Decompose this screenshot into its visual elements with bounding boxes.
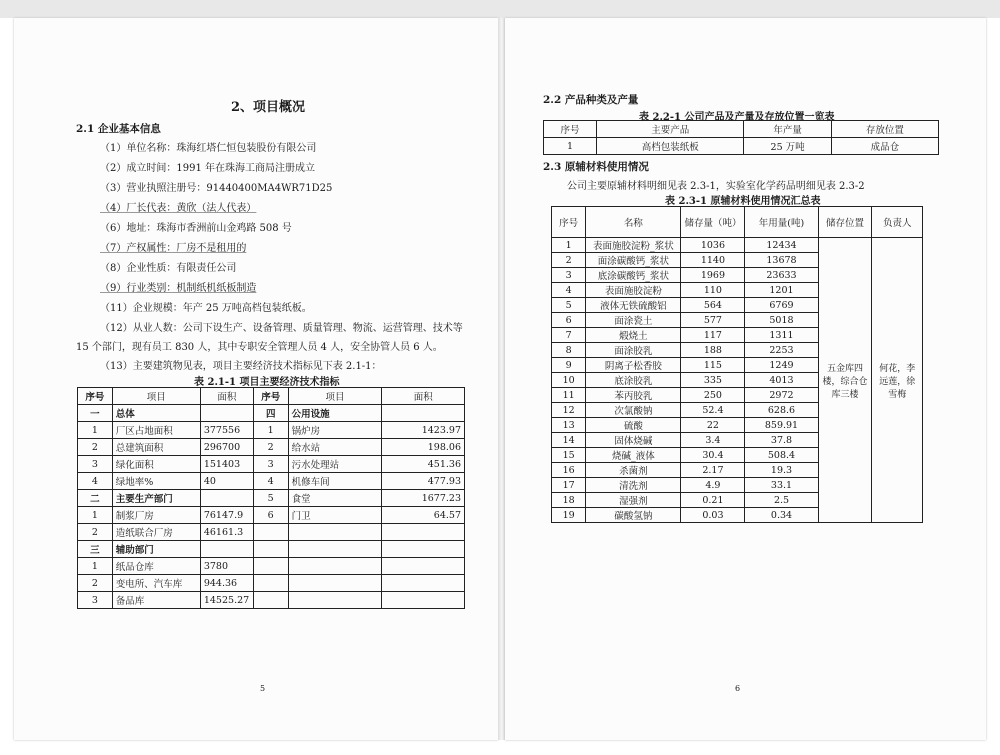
material-table: [551, 206, 923, 523]
table-caption: 表 2.3-1 原辅材料使用情况汇总表: [665, 196, 821, 207]
cell: 0.03: [681, 508, 745, 523]
cell: [253, 524, 288, 541]
cell: [382, 558, 465, 575]
cell: [200, 490, 253, 507]
cell: 1969: [681, 268, 745, 283]
cell: 底涂碳酸钙_浆状: [586, 268, 681, 283]
cell: [288, 558, 382, 575]
storage-location-cell: 五金库四楼，综合仓库三楼: [818, 238, 872, 523]
col-header: 储存量（吨）: [681, 207, 745, 238]
cell: 造纸联合厂房: [112, 524, 200, 541]
cell: 7: [552, 328, 586, 343]
col-header: 主要产品: [597, 121, 744, 138]
cell: 0.34: [745, 508, 818, 523]
cell: 2.5: [745, 493, 818, 508]
cell: 纸品仓库: [112, 558, 200, 575]
cell: 1311: [745, 328, 818, 343]
cell: 859.91: [745, 418, 818, 433]
cell: 公用设施: [288, 405, 382, 422]
col-header: 序号: [78, 388, 113, 405]
cell: 4: [78, 473, 113, 490]
table-row: [78, 507, 465, 524]
col-header: 面积: [382, 388, 465, 405]
cell: 1249: [745, 358, 818, 373]
cell: 湿强剂: [586, 493, 681, 508]
info-line: （6）地址：珠海市香洲前山金鸡路 508 号: [100, 223, 292, 234]
cell: 188: [681, 343, 745, 358]
cell: 1677.23: [382, 490, 465, 507]
cell: 5: [253, 490, 288, 507]
cell: 1: [544, 138, 597, 155]
info-line: （11）企业规模：年产 25 万吨高档包装纸板。: [100, 303, 312, 314]
section-heading: 2、项目概况: [231, 100, 306, 115]
cell: 3: [552, 268, 586, 283]
cell: [253, 575, 288, 592]
cell: 564: [681, 298, 745, 313]
cell: 477.93: [382, 473, 465, 490]
table-row: [552, 238, 923, 253]
info-line: （13）主要建筑物见表，项目主要经济技术指标见下表 2.1-1：: [100, 361, 382, 372]
cell: 16: [552, 463, 586, 478]
cell: 628.6: [745, 403, 818, 418]
table-header-row: [544, 121, 939, 138]
cell: 污水处理站: [288, 456, 382, 473]
cell: 3.4: [681, 433, 745, 448]
cell: 4: [253, 473, 288, 490]
left-page: [14, 18, 498, 740]
subsection-2-3: 2.3 原辅材料使用情况: [543, 161, 649, 173]
cell: 给水站: [288, 439, 382, 456]
cell: [382, 575, 465, 592]
cell: 33.1: [745, 478, 818, 493]
cell: 19: [552, 508, 586, 523]
economic-indicator-table: [77, 387, 465, 609]
cell: [288, 592, 382, 609]
cell: 4: [552, 283, 586, 298]
cell: 6: [253, 507, 288, 524]
cell: 6769: [745, 298, 818, 313]
table-row: [78, 490, 465, 507]
cell: 3: [78, 592, 113, 609]
table-row: [78, 405, 465, 422]
cell: 11: [552, 388, 586, 403]
cell: 次氯酸钠: [586, 403, 681, 418]
cell: 2: [78, 524, 113, 541]
cell: 12434: [745, 238, 818, 253]
info-line: 15 个部门，现有员工 830 人，其中专职安全管理人员 4 人，安全协管人员 6 人。: [76, 342, 443, 353]
info-line: （2）成立时间：1991 年在珠海工商局注册成立: [100, 163, 315, 174]
table-row: [78, 524, 465, 541]
table-row: [78, 541, 465, 558]
col-header: 年产量: [744, 121, 831, 138]
col-header: 序号: [544, 121, 597, 138]
cell: 2: [253, 439, 288, 456]
cell: 煅烧土: [586, 328, 681, 343]
cell: [253, 558, 288, 575]
table-row: [78, 592, 465, 609]
col-header: 年用量(吨): [745, 207, 818, 238]
cell: 2: [78, 439, 113, 456]
cell: 944.36: [200, 575, 253, 592]
cell: 30.4: [681, 448, 745, 463]
cell: 锅炉房: [288, 422, 382, 439]
cell: 一: [78, 405, 113, 422]
cell: 食堂: [288, 490, 382, 507]
cell: 14525.27: [200, 592, 253, 609]
cell: 10: [552, 373, 586, 388]
cell: [253, 592, 288, 609]
cell: 1423.97: [382, 422, 465, 439]
cell: 25 万吨: [744, 138, 831, 155]
cell: 4013: [745, 373, 818, 388]
cell: 9: [552, 358, 586, 373]
cell: 23633: [745, 268, 818, 283]
cell: 总建筑面积: [112, 439, 200, 456]
table-caption: 表 2.1-1 项目主要经济技术指标: [194, 377, 340, 388]
cell: 0.21: [681, 493, 745, 508]
cell: 四: [253, 405, 288, 422]
cell: 2972: [745, 388, 818, 403]
info-line: （3）营业执照注册号：91440400MA4WR71D25: [100, 183, 333, 194]
cell: 辅助部门: [112, 541, 200, 558]
cell: 固体烧碱: [586, 433, 681, 448]
cell: 制浆厂房: [112, 507, 200, 524]
cell: [200, 405, 253, 422]
cell: 2: [552, 253, 586, 268]
table-row: [78, 473, 465, 490]
info-line: （4）厂长代表：黄欣（法人代表）: [100, 203, 257, 214]
cell: 1: [78, 558, 113, 575]
subsection-2-2: 2.2 产品种类及产量: [543, 94, 639, 106]
cell: 508.4: [745, 448, 818, 463]
cell: 13: [552, 418, 586, 433]
cell: 厂区占地面积: [112, 422, 200, 439]
col-header: 负责人: [872, 207, 923, 238]
cell: 13678: [745, 253, 818, 268]
cell: 5018: [745, 313, 818, 328]
cell: 主要生产部门: [112, 490, 200, 507]
cell: 1: [78, 422, 113, 439]
cell: 577: [681, 313, 745, 328]
info-line: （9）行业类别：机制纸机纸板制造: [100, 283, 257, 294]
cell: 机修车间: [288, 473, 382, 490]
cell: 面涂碳酸钙_浆状: [586, 253, 681, 268]
cell: 4.9: [681, 478, 745, 493]
cell: 40: [200, 473, 253, 490]
cell: 2: [78, 575, 113, 592]
cell: 115: [681, 358, 745, 373]
col-header: 储存位置: [818, 207, 872, 238]
cell: 液体无铁硫酸铝: [586, 298, 681, 313]
cell: 117: [681, 328, 745, 343]
cell: 烧碱_液体: [586, 448, 681, 463]
info-line: （7）产权属性：厂房不是租用的: [100, 243, 247, 254]
cell: 表面施胶淀粉_浆状: [586, 238, 681, 253]
cell: 总体: [112, 405, 200, 422]
info-line: （8）企业性质：有限责任公司: [100, 263, 237, 274]
cell: [382, 592, 465, 609]
cell: 3: [253, 456, 288, 473]
subsection-2-1: 2.1 企业基本信息: [76, 123, 161, 135]
cell: 198.06: [382, 439, 465, 456]
col-header: 名称: [586, 207, 681, 238]
owner-cell: 何花，李远莲，徐雪梅: [872, 238, 923, 523]
info-line: （12）从业人数：公司下设生产、设备管理、质量管理、物流、运营管理、技术等: [100, 323, 463, 334]
cell: [288, 541, 382, 558]
cell: [288, 524, 382, 541]
cell: 高档包装纸板: [597, 138, 744, 155]
col-header: 项目: [288, 388, 382, 405]
cell: 19.3: [745, 463, 818, 478]
right-page: [505, 18, 986, 740]
cell: [382, 541, 465, 558]
cell: 3: [78, 456, 113, 473]
col-header: 面积: [200, 388, 253, 405]
cell: 变电所、汽车库: [112, 575, 200, 592]
cell: 46161.3: [200, 524, 253, 541]
cell: 8: [552, 343, 586, 358]
cell: 2253: [745, 343, 818, 358]
cell: [382, 524, 465, 541]
book-spine: [498, 18, 505, 740]
cell: 成品仓: [831, 138, 938, 155]
info-line: （1）单位名称：珠海红塔仁恒包装股份有限公司: [100, 143, 317, 154]
cell: 1: [552, 238, 586, 253]
page-number: 6: [735, 684, 741, 693]
cell: 门卫: [288, 507, 382, 524]
cell: 12: [552, 403, 586, 418]
col-header: 项目: [112, 388, 200, 405]
info-line: 公司主要原辅材料明细见表 2.3-1，实验室化学药品明细见表 2.3-2: [567, 181, 865, 192]
cell: 110: [681, 283, 745, 298]
cell: 17: [552, 478, 586, 493]
cell: 18: [552, 493, 586, 508]
cell: 清洗剂: [586, 478, 681, 493]
cell: 52.4: [681, 403, 745, 418]
col-header: 存放位置: [831, 121, 938, 138]
cell: 1: [78, 507, 113, 524]
cell: 2.17: [681, 463, 745, 478]
cell: 底涂胶乳: [586, 373, 681, 388]
cell: 绿化面积: [112, 456, 200, 473]
col-header: 序号: [552, 207, 586, 238]
cell: 苯丙胶乳: [586, 388, 681, 403]
cell: 备品库: [112, 592, 200, 609]
cell: 15: [552, 448, 586, 463]
table-row: [78, 558, 465, 575]
cell: 3780: [200, 558, 253, 575]
cell: 碳酸氢钠: [586, 508, 681, 523]
table-header-row: [78, 388, 465, 405]
cell: 64.57: [382, 507, 465, 524]
cell: 451.36: [382, 456, 465, 473]
table-header-row: [552, 207, 923, 238]
cell: 76147.9: [200, 507, 253, 524]
cell: 1: [253, 422, 288, 439]
cell: 阴离子松香胶: [586, 358, 681, 373]
cell: 1140: [681, 253, 745, 268]
product-table: [543, 120, 939, 155]
table-row: [78, 456, 465, 473]
cell: 1036: [681, 238, 745, 253]
cell: 296700: [200, 439, 253, 456]
cell: 377556: [200, 422, 253, 439]
cell: 22: [681, 418, 745, 433]
cell: 硫酸: [586, 418, 681, 433]
cell: [382, 405, 465, 422]
cell: 二: [78, 490, 113, 507]
cell: [200, 541, 253, 558]
col-header: 序号: [253, 388, 288, 405]
table-row: [78, 422, 465, 439]
cell: 14: [552, 433, 586, 448]
cell: 三: [78, 541, 113, 558]
cell: [288, 575, 382, 592]
cell: 面涂瓷土: [586, 313, 681, 328]
cell: 面涂胶乳: [586, 343, 681, 358]
cell: 表面施胶淀粉: [586, 283, 681, 298]
cell: 250: [681, 388, 745, 403]
table-row: [78, 575, 465, 592]
cell: 6: [552, 313, 586, 328]
background-top: [0, 0, 1000, 18]
cell: 1201: [745, 283, 818, 298]
table-caption: 表 2.2-1 公司产品及产量及存放位置一览表: [639, 112, 835, 123]
page-number: 5: [260, 684, 266, 693]
cell: [253, 541, 288, 558]
cell: 5: [552, 298, 586, 313]
table-row: [544, 138, 939, 155]
cell: 绿地率%: [112, 473, 200, 490]
cell: 杀菌剂: [586, 463, 681, 478]
cell: 335: [681, 373, 745, 388]
cell: 151403: [200, 456, 253, 473]
table-row: [78, 439, 465, 456]
cell: 37.8: [745, 433, 818, 448]
